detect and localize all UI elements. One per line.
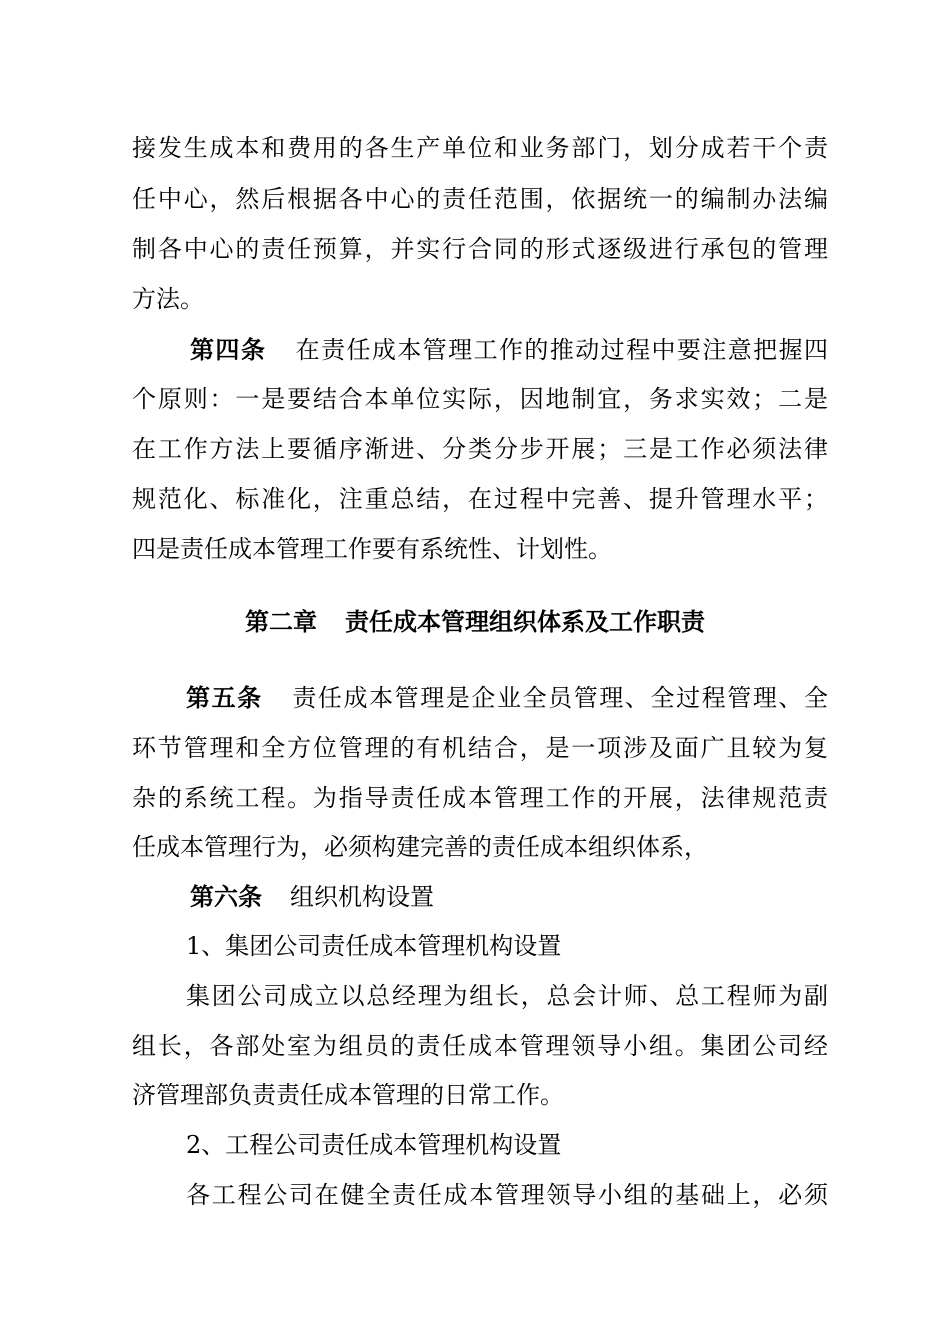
paragraph-line: 在工作方法上要循序渐进、分类分步开展；三是工作必须法律 bbox=[132, 435, 828, 463]
paragraph-line: 环节管理和全方位管理的有机结合，是一项涉及面广且较为复 bbox=[132, 734, 828, 762]
article-4-first-line bbox=[190, 325, 828, 375]
paragraph-line: 四是责任成本管理工作要有系统性、计划性。 bbox=[132, 535, 612, 563]
article-4-heading: 第四条 bbox=[190, 336, 267, 364]
paragraph-line: 接发生成本和费用的各生产单位和业务部门，划分成若干个责 bbox=[132, 134, 828, 162]
paragraph-line: 规范化、标准化，注重总结，在过程中完善、提升管理水平； bbox=[132, 485, 828, 513]
chapter-title: 责任成本管理组织体系及工作职责 bbox=[345, 608, 705, 636]
item-2-title: 2、工程公司责任成本管理机构设置 bbox=[186, 1131, 562, 1159]
item-1-title: 1、集团公司责任成本管理机构设置 bbox=[186, 932, 562, 960]
article-4-text: 在责任成本管理工作的推动过程中要注意把握四 bbox=[294, 336, 828, 364]
paragraph-line: 方法。 bbox=[132, 285, 204, 313]
paragraph-line: 杂的系统工程。为指导责任成本管理工作的开展，法律规范责 bbox=[132, 784, 828, 812]
article-5-text: 责任成本管理是企业全员管理、全过程管理、全 bbox=[290, 684, 828, 712]
paragraph-line: 任中心，然后根据各中心的责任范围，依据统一的编制办法编 bbox=[132, 185, 828, 213]
article-5-first-line bbox=[186, 673, 828, 723]
article-6-heading: 第六条 bbox=[190, 883, 262, 911]
article-5-heading: 第五条 bbox=[186, 684, 263, 712]
chapter-heading bbox=[0, 597, 950, 647]
article-6-text: 组织机构设置 bbox=[290, 883, 434, 911]
paragraph-line: 集团公司成立以总经理为组长，总会计师、总工程师为副 bbox=[186, 982, 828, 1010]
chapter-number: 第二章 bbox=[245, 608, 317, 636]
paragraph-line: 组长，各部处室为组员的责任成本管理领导小组。集团公司经 bbox=[132, 1032, 828, 1060]
paragraph-line: 任成本管理行为，必须构建完善的责任成本组织体系， bbox=[132, 833, 708, 861]
paragraph-line: 个原则：一是要结合本单位实际，因地制宜，务求实效；二是 bbox=[132, 385, 828, 413]
paragraph-line: 制各中心的责任预算，并实行合同的形式逐级进行承包的管理 bbox=[132, 235, 828, 263]
paragraph-line: 各工程公司在健全责任成本管理领导小组的基础上，必须 bbox=[186, 1181, 828, 1209]
article-6-line bbox=[190, 872, 828, 922]
paragraph-line: 济管理部负责责任成本管理的日常工作。 bbox=[132, 1081, 564, 1109]
